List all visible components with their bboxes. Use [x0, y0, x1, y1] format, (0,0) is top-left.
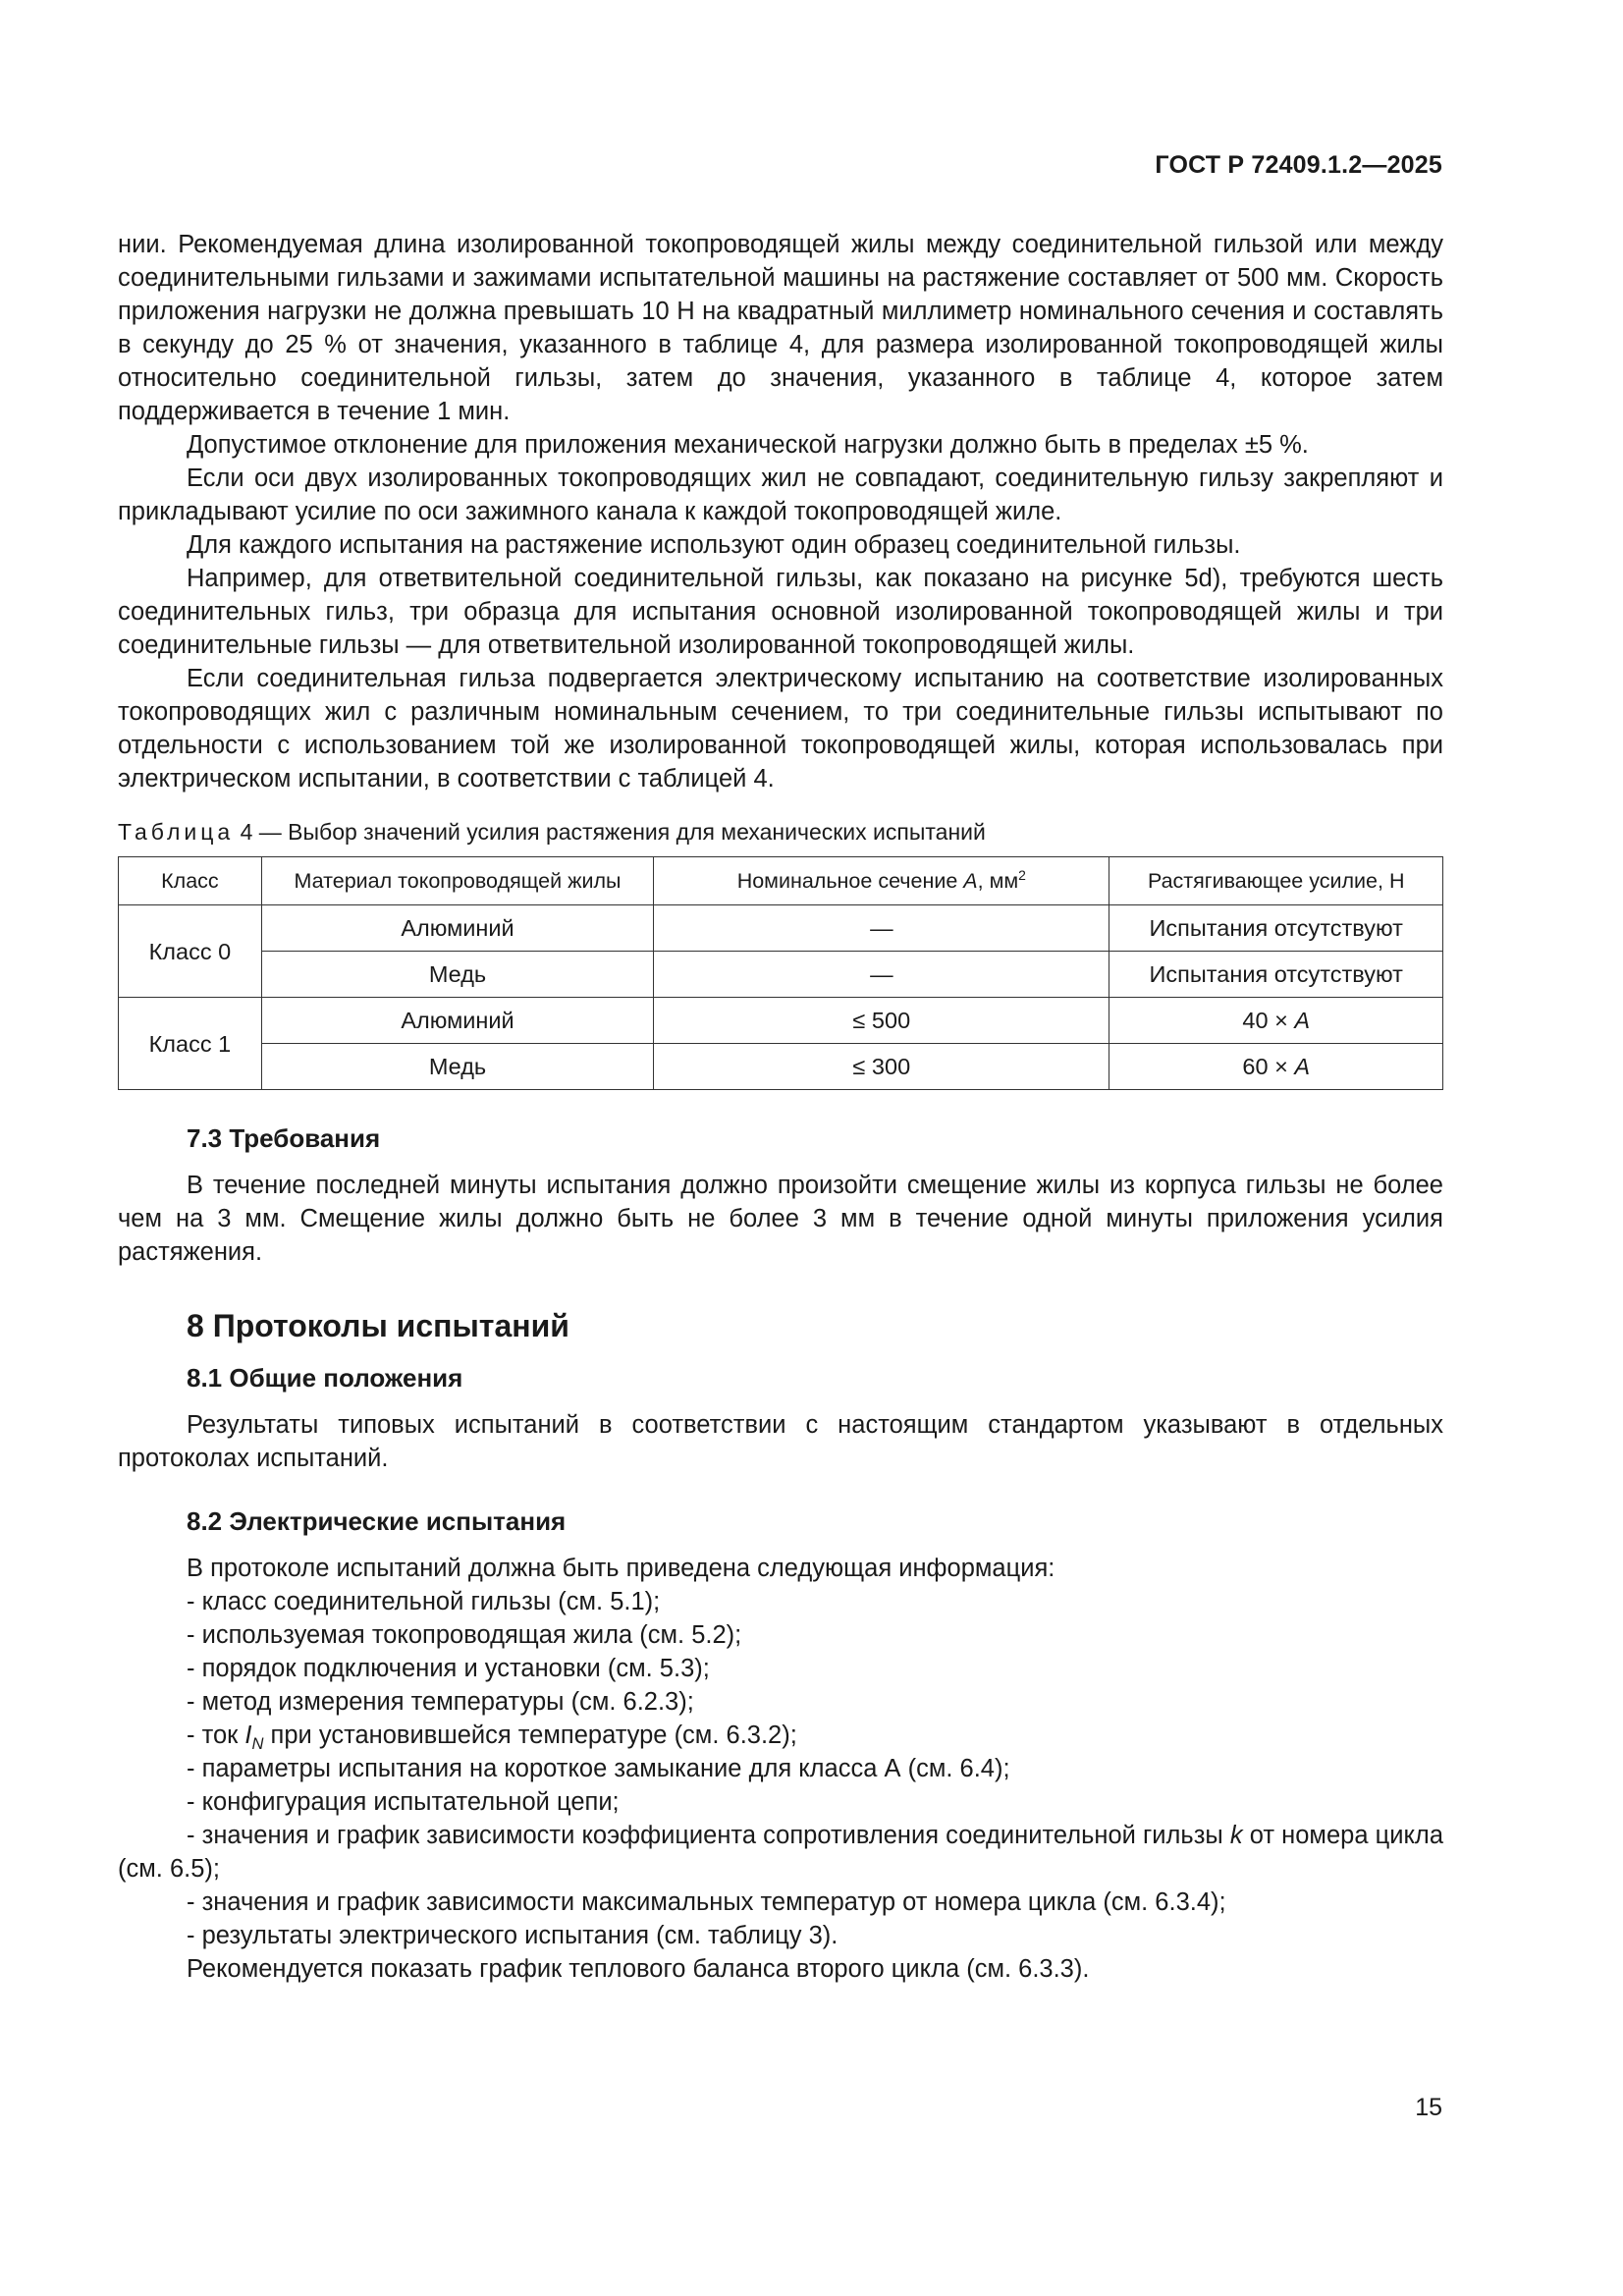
paragraph: В течение последней минуты испытания должно произойти смещение жилы из корпуса гильзы не более чем на 3 мм. Смещение жилы должно быть не более 3 мм в течение одной минуты приложения усилия растяжения.: [118, 1172, 1443, 1266]
list-intro: В протоколе испытаний должна быть приведена следующая информация:: [187, 1555, 1055, 1582]
table-caption: [118, 817, 1443, 847]
list-item: - значения и график зависимости максимальных температур от номера цикла (см. 6.3.4);: [187, 1888, 1226, 1916]
table-header-row: [119, 857, 1443, 905]
table-caption-text: 4 — Выбор значений усилия растяжения для механических испытаний: [240, 819, 986, 845]
heading-8-2: 8.2 Электрические испытания: [187, 1506, 567, 1536]
cell-section: ≤ 500: [654, 998, 1109, 1044]
table-row: [119, 952, 1443, 998]
table-row: [119, 998, 1443, 1044]
header-class: Класс: [119, 857, 262, 905]
cell-section: —: [654, 905, 1109, 952]
list-item: - класс соединительной гильзы (см. 5.1);: [187, 1588, 661, 1615]
table-row: [119, 1044, 1443, 1090]
list-item: - значения и график зависимости коэффициента сопротивления соединительной гильзы k от номера цикла (см. 6.5);: [118, 1822, 1443, 1883]
paragraph-continuation: нии. Рекомендуемая длина изолированной токопроводящей жилы между соединительной гильзой или между соединительными гильзами и зажимами испытательной машины на растяжение составляет от 500 мм. Скорость приложения нагрузки не должна превышать 10 Н на квадратный миллиметр номинального сечения и составлять в секунду до 25 % от значения, указанного в таблице 4, для размера изолированной токопроводящей жилы относительно соединительной гильзы, затем до значения, указанного в таблице 4, которое затем поддерживается в течение 1 мин.: [118, 231, 1443, 425]
closing-paragraph: Рекомендуется показать график теплового баланса второго цикла (см. 6.3.3).: [187, 1955, 1090, 1983]
page-content: [118, 228, 1443, 1986]
cell-material: Алюминий: [261, 905, 653, 952]
list-item: - параметры испытания на короткое замыкание для класса А (см. 6.4);: [187, 1755, 1010, 1782]
table-caption-word: Таблица: [118, 819, 235, 845]
heading-8: 8 Протоколы испытаний: [187, 1308, 569, 1343]
header-force: Растягивающее усилие, Н: [1109, 857, 1443, 905]
list-item: - метод измерения температуры (см. 6.2.3);: [187, 1688, 694, 1716]
paragraph: Если оси двух изолированных токопроводящих жил не совпадают, соединительную гильзу закрепляют и прикладывают усилие по оси зажимного канала к каждой токопроводящей жиле.: [118, 465, 1443, 525]
cell-class: Класс 1: [119, 998, 262, 1090]
list-item: - используемая токопроводящая жила (см. 5.2);: [187, 1621, 742, 1649]
table-row: [119, 905, 1443, 952]
cell-section: ≤ 300: [654, 1044, 1109, 1090]
cell-force: 60 × A: [1109, 1044, 1443, 1090]
cell-force: Испытания отсутствуют: [1109, 905, 1443, 952]
cell-class: Класс 0: [119, 905, 262, 998]
cell-material: Медь: [261, 1044, 653, 1090]
list-item: - порядок подключения и установки (см. 5.3);: [187, 1655, 710, 1682]
paragraph: Для каждого испытания на растяжение используют один образец соединительной гильзы.: [187, 531, 1241, 559]
paragraph: Результаты типовых испытаний в соответствии с настоящим стандартом указывают в отдельных протоколах испытаний.: [118, 1411, 1443, 1472]
header-section: Номинальное сечение A, $мм^2$: [654, 857, 1109, 905]
cell-material: Алюминий: [261, 998, 653, 1044]
list-item: - конфигурация испытательной цепи;: [187, 1788, 620, 1816]
paragraph: Допустимое отклонение для приложения механической нагрузки должно быть в пределах ±5 %.: [187, 431, 1309, 459]
cell-section: —: [654, 952, 1109, 998]
header-material: Материал токопроводящей жилы: [261, 857, 653, 905]
heading-7-3: 7.3 Требования: [187, 1123, 381, 1153]
tensile-force-table: [118, 856, 1443, 1090]
cell-force: 40 × A: [1109, 998, 1443, 1044]
paragraph: Например, для ответвительной соединительной гильзы, как показано на рисунке 5d), требуются шесть соединительных гильз, три образца для испытания основной изолированной токопроводящей жилы и три соединительные гильзы — для ответвительной изолированной токопроводящей жилы.: [118, 565, 1443, 659]
list-item: - ток $I_N$ при установившейся температуре (см. 6.3.2);: [187, 1722, 797, 1754]
heading-8-1: 8.1 Общие положения: [187, 1363, 463, 1393]
standard-header: ГОСТ Р 72409.1.2—2025: [1155, 151, 1442, 179]
cell-force: Испытания отсутствуют: [1109, 952, 1443, 998]
paragraph: Если соединительная гильза подвергается электрическому испытанию на соответствие изолированных токопроводящих жил с различным номинальным сечением, то три соединительные гильзы испытывают по отдельности с использованием той же изолированной токопроводящей жилы, которая использовалась при электрическом испытании, в соответствии с таблицей 4.: [118, 665, 1443, 793]
page-number: 15: [1415, 2094, 1442, 2121]
list-item: - результаты электрического испытания (см. таблицу 3).: [187, 1922, 839, 1949]
cell-material: Медь: [261, 952, 653, 998]
